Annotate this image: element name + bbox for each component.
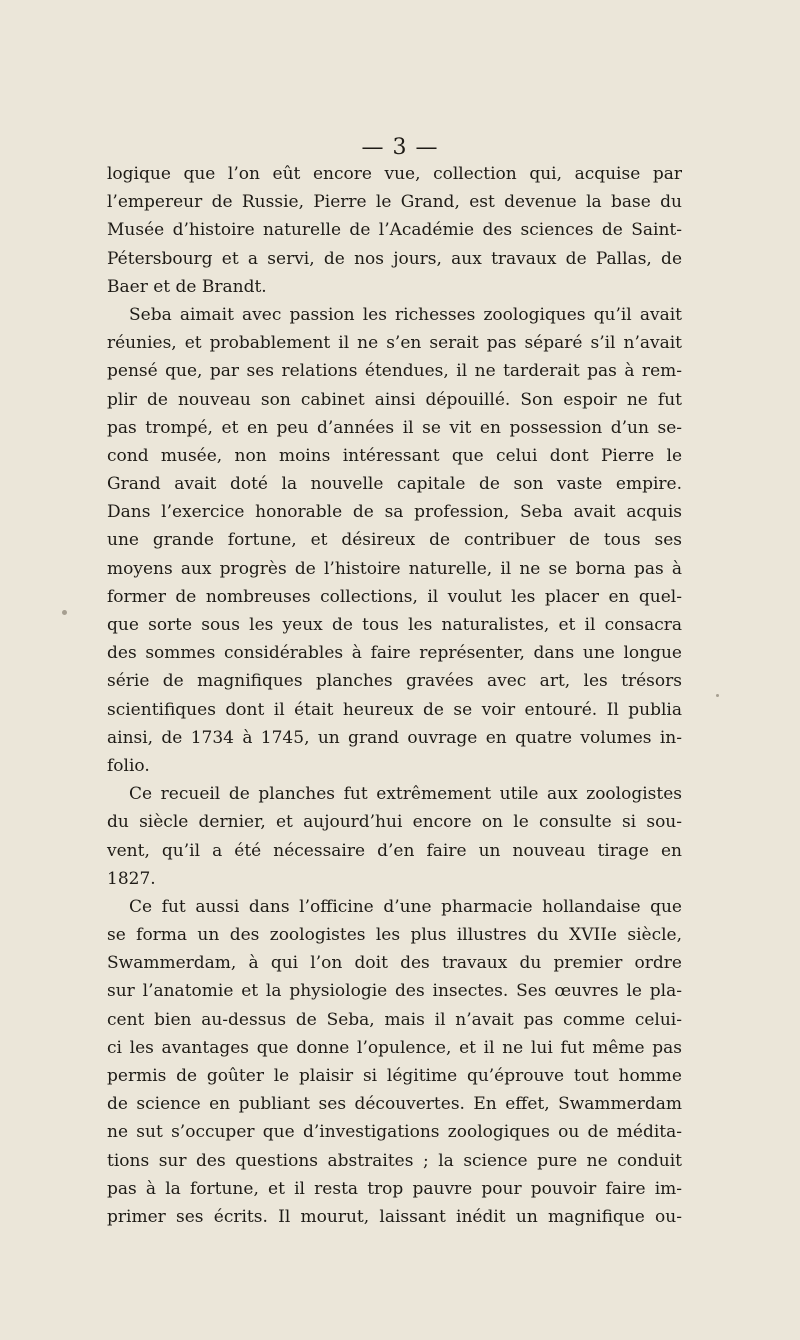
text-line: série de magnifiques planches gravées avec art, les trésors xyxy=(107,671,682,692)
text-line: Seba aimait avec passion les richesses zoologiques qu’il avait xyxy=(129,304,682,325)
ink-spot xyxy=(62,610,67,615)
text-line: Baer et de Brandt. xyxy=(107,276,267,297)
text-line: Grand avait doté la nouvelle capitale de son vaste empire. xyxy=(107,474,682,495)
text-line: cond musée, non moins intéressant que celui dont Pierre le xyxy=(107,445,682,466)
text-line: scientifiques dont il était heureux de se voir entouré. Il publia xyxy=(107,699,682,720)
text-line: pas à la fortune, et il resta trop pauvre pour pouvoir faire im- xyxy=(107,1178,682,1199)
text-line: l’empereur de Russie, Pierre le Grand, est devenue la base du xyxy=(107,192,682,213)
text-line: ci les avantages que donne l’opulence, et il ne lui fut même pas xyxy=(107,1037,682,1058)
text-line: vent, qu’il a été nécessaire d’en faire un nouveau tirage en xyxy=(107,840,682,861)
text-line: une grande fortune, et désireux de contribuer de tous ses xyxy=(107,530,682,551)
text-line: des sommes considérables à faire représenter, dans une longue xyxy=(107,643,682,664)
text-line: Ce fut aussi dans l’officine d’une pharmacie hollandaise que xyxy=(129,896,682,917)
page-number: — 3 — xyxy=(361,135,439,160)
text-line: former de nombreuses collections, il voulut les placer en quel- xyxy=(107,586,682,607)
text-line: folio. xyxy=(107,755,150,776)
text-line: se forma un des zoologistes les plus illustres du XVIIe siècle, xyxy=(107,925,682,946)
body-text xyxy=(107,160,682,1231)
text-line: du siècle dernier, et aujourd’hui encore on le consulte si sou- xyxy=(107,812,682,833)
text-line: Swammerdam, à qui l’on doit des travaux du premier ordre xyxy=(107,953,682,974)
text-line: Pétersbourg et a servi, de nos jours, aux travaux de Pallas, de xyxy=(107,248,682,269)
text-line: ainsi, de 1734 à 1745, un grand ouvrage en quatre volumes in- xyxy=(107,727,682,748)
text-line: Dans l’exercice honorable de sa profession, Seba avait acquis xyxy=(107,502,682,523)
text-line: 1827. xyxy=(107,868,156,889)
text-line: primer ses écrits. Il mourut, laissant inédit un magnifique ou- xyxy=(107,1206,682,1227)
text-line: Musée d’histoire naturelle de l’Académie des sciences de Saint- xyxy=(107,220,682,241)
text-line: logique que l’on eût encore vue, collection qui, acquise par xyxy=(107,164,682,184)
text-line: de science en publiant ses découvertes. En effet, Swammerdam xyxy=(107,1094,682,1115)
text-line: sur l’anatomie et la physiologie des insectes. Ses œuvres le pla- xyxy=(107,981,682,1002)
text-line: plir de nouveau son cabinet ainsi dépouillé. Son espoir ne fut xyxy=(107,389,682,410)
text-line: réunies, et probablement il ne s’en serait pas séparé s’il n’avait xyxy=(107,333,682,354)
text-line: Ce recueil de planches fut extrêmement utile aux zoologistes xyxy=(129,784,682,805)
text-line: pensé que, par ses relations étendues, il ne tarderait pas à rem- xyxy=(107,361,682,382)
text-line: cent bien au-dessus de Seba, mais il n’avait pas comme celui- xyxy=(107,1009,682,1030)
text-line: ne sut s’occuper que d’investigations zoologiques ou de médita- xyxy=(107,1122,682,1143)
text-line: moyens aux progrès de l’histoire naturelle, il ne se borna pas à xyxy=(107,558,682,579)
text-line: que sorte sous les yeux de tous les naturalistes, et il consacra xyxy=(107,615,682,635)
text-line: permis de goûter le plaisir si légitime qu’éprouve tout homme xyxy=(107,1066,682,1086)
text-line: pas trompé, et en peu d’années il se vit en possession d’un se- xyxy=(107,417,682,438)
ink-spot xyxy=(716,694,719,697)
text-line: tions sur des questions abstraites ; la science pure ne conduit xyxy=(107,1150,682,1171)
